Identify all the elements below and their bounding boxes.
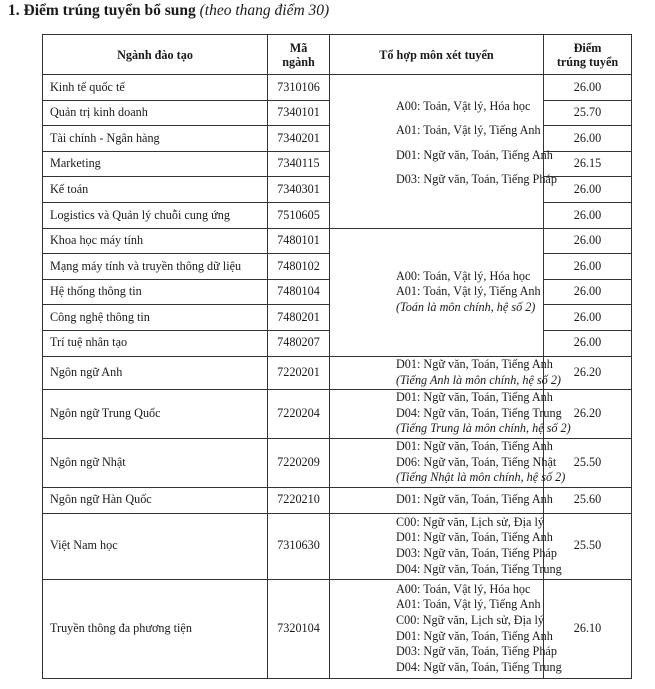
combo-line: A00: Toán, Vật lý, Hóa học <box>396 98 531 113</box>
major-code: 7480201 <box>268 305 330 331</box>
major-code: 7340301 <box>268 177 330 203</box>
score-value: 26.00 <box>544 75 632 101</box>
admission-score-table <box>42 34 632 679</box>
score-value: 26.20 <box>544 389 632 438</box>
combo-line: D01: Ngữ văn, Toán, Tiếng Anh <box>396 390 553 405</box>
combo-line: D01: Ngữ văn, Toán, Tiếng Anh <box>396 492 553 507</box>
header-combo: Tổ hợp môn xét tuyển <box>330 35 544 75</box>
major-name: Hệ thống thông tin <box>43 279 268 305</box>
score-value: 26.00 <box>544 228 632 254</box>
major-name: Công nghệ thông tin <box>43 305 268 331</box>
major-code: 7310630 <box>268 513 330 579</box>
combo-cell-media <box>330 579 562 678</box>
major-name: Việt Nam học <box>43 513 268 579</box>
combo-note: (Toán là môn chính, hệ số 2) <box>396 299 536 314</box>
combo-note: (Tiếng Trung là môn chính, hệ số 2) <box>396 421 571 436</box>
combo-note: (Tiếng Nhật là môn chính, hệ số 2) <box>396 470 566 485</box>
combo-cell-economics <box>330 75 557 229</box>
score-value: 25.60 <box>544 487 632 513</box>
score-value: 25.70 <box>544 100 632 126</box>
header-code-line1: Mã <box>289 40 308 55</box>
major-code: 7510605 <box>268 202 330 228</box>
combo-line: D04: Ngữ văn, Toán, Tiếng Trung <box>396 405 562 420</box>
major-name: Ngôn ngữ Nhật <box>43 438 268 487</box>
section-heading <box>8 2 329 20</box>
major-name: Mạng máy tính và truyền thông dữ liệu <box>43 254 268 280</box>
combo-note: (Tiếng Anh là môn chính, hệ số 2) <box>396 372 561 387</box>
combo-line: D06: Ngữ văn, Toán, Tiếng Nhật <box>396 454 557 469</box>
table-row <box>43 487 632 513</box>
major-code: 7480102 <box>268 254 330 280</box>
table-row <box>43 75 632 101</box>
table-row <box>43 513 632 579</box>
table-row <box>43 228 632 254</box>
major-name: Truyền thông đa phương tiện <box>43 579 268 678</box>
score-value: 26.00 <box>544 126 632 152</box>
major-code: 7320104 <box>268 579 330 678</box>
combo-line: D03: Ngữ văn, Toán, Tiếng Pháp <box>396 644 557 659</box>
major-code: 7480101 <box>268 228 330 254</box>
table-row <box>43 579 632 678</box>
score-value: 26.00 <box>544 177 632 203</box>
major-name: Khoa học máy tính <box>43 228 268 254</box>
header-score-line1: Điểm <box>573 40 602 55</box>
combo-cell-korean <box>330 487 553 513</box>
header-code <box>268 35 330 75</box>
major-name: Kế toán <box>43 177 268 203</box>
combo-line: C00: Ngữ văn, Lịch sử, Địa lý <box>396 514 544 529</box>
score-value: 26.15 <box>544 151 632 177</box>
major-code: 7340115 <box>268 151 330 177</box>
combo-cell-chinese <box>330 389 571 438</box>
major-name: Tài chính - Ngân hàng <box>43 126 268 152</box>
section-title: 1. Điểm trúng tuyển bổ sung <box>8 2 196 19</box>
score-value: 26.00 <box>544 330 632 356</box>
combo-line: C00: Ngữ văn, Lịch sử, Địa lý <box>396 612 544 627</box>
table-row <box>43 389 632 438</box>
score-value: 25.50 <box>544 513 632 579</box>
major-code: 7340201 <box>268 126 330 152</box>
score-value: 26.20 <box>544 356 632 389</box>
major-name: Logistics và Quản lý chuỗi cung ứng <box>43 202 268 228</box>
header-score-line2: trúng tuyển <box>556 54 619 69</box>
combo-line: D04: Ngữ văn, Toán, Tiếng Trung <box>396 659 562 674</box>
combo-cell-vietnam-studies <box>330 513 562 579</box>
score-value: 26.10 <box>544 579 632 678</box>
major-name: Marketing <box>43 151 268 177</box>
combo-line: D01: Ngữ văn, Toán, Tiếng Anh <box>396 439 553 454</box>
major-name: Ngôn ngữ Hàn Quốc <box>43 487 268 513</box>
major-code: 7340101 <box>268 100 330 126</box>
combo-line: A00: Toán, Vật lý, Hóa học <box>396 268 531 283</box>
major-code: 7220210 <box>268 487 330 513</box>
major-name: Ngôn ngữ Anh <box>43 356 268 389</box>
combo-line: D03: Ngữ văn, Toán, Tiếng Pháp <box>396 546 557 561</box>
combo-cell-japanese <box>330 438 566 487</box>
section-note: (theo thang điểm 30) <box>199 2 330 19</box>
major-name: Trí tuệ nhân tạo <box>43 330 268 356</box>
table-row <box>43 356 632 389</box>
combo-line: D01: Ngữ văn, Toán, Tiếng Anh <box>396 628 553 643</box>
table-row <box>43 438 632 487</box>
major-name: Ngôn ngữ Trung Quốc <box>43 389 268 438</box>
header-major: Ngành đào tạo <box>43 35 268 75</box>
major-code: 7220201 <box>268 356 330 389</box>
combo-cell-english <box>330 356 561 389</box>
combo-line: A01: Toán, Vật lý, Tiếng Anh <box>396 597 541 612</box>
major-code: 7220204 <box>268 389 330 438</box>
combo-line: A01: Toán, Vật lý, Tiếng Anh <box>396 123 541 138</box>
score-value: 26.00 <box>544 202 632 228</box>
combo-line: A00: Toán, Vật lý, Hóa học <box>396 581 531 596</box>
combo-line: D03: Ngữ văn, Toán, Tiếng Pháp <box>396 172 557 187</box>
combo-line: A01: Toán, Vật lý, Tiếng Anh <box>396 284 541 299</box>
combo-line: D04: Ngữ văn, Toán, Tiếng Trung <box>396 561 562 576</box>
major-name: Quản trị kinh doanh <box>43 100 268 126</box>
score-value: 26.00 <box>544 305 632 331</box>
header-score <box>544 35 632 75</box>
header-code-line2: ngành <box>282 54 315 69</box>
major-code: 7480207 <box>268 330 330 356</box>
score-value: 26.00 <box>544 279 632 305</box>
combo-line: D01: Ngữ văn, Toán, Tiếng Anh <box>396 147 553 162</box>
major-code: 7220209 <box>268 438 330 487</box>
score-value: 25.50 <box>544 438 632 487</box>
score-value: 26.00 <box>544 254 632 280</box>
combo-line: D01: Ngữ văn, Toán, Tiếng Anh <box>396 356 553 371</box>
major-name: Kinh tế quốc tế <box>43 75 268 101</box>
table-header-row <box>43 35 632 75</box>
major-code: 7310106 <box>268 75 330 101</box>
combo-line: D01: Ngữ văn, Toán, Tiếng Anh <box>396 530 553 545</box>
combo-cell-it <box>330 228 544 356</box>
major-code: 7480104 <box>268 279 330 305</box>
